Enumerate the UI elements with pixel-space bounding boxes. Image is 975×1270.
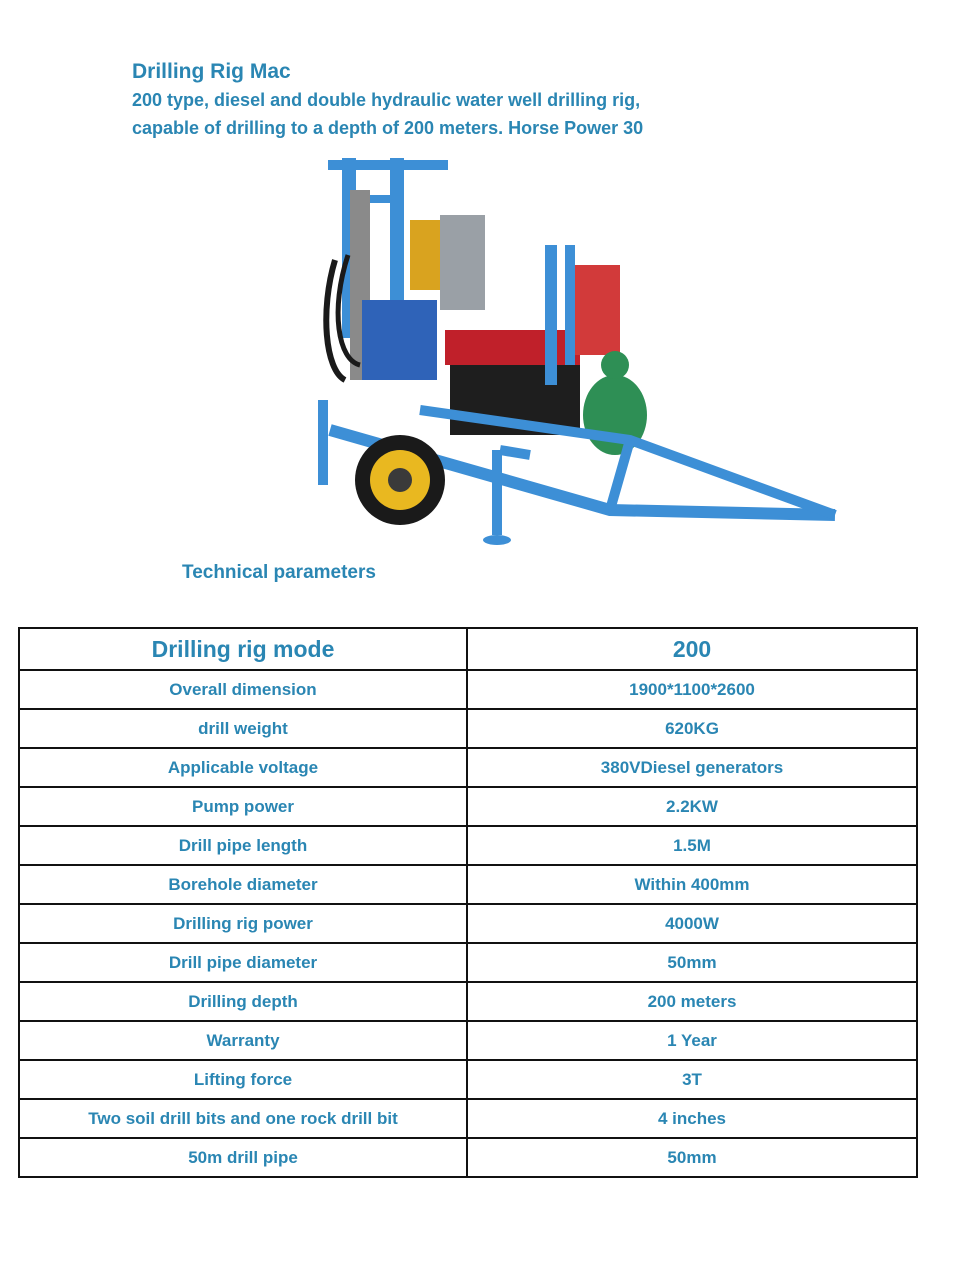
param-label: Drilling rig power: [19, 904, 467, 943]
param-value: 50mm: [467, 1138, 917, 1177]
param-label: Pump power: [19, 787, 467, 826]
table-row: [19, 904, 917, 943]
table-row: [19, 865, 917, 904]
param-label: Drill pipe diameter: [19, 943, 467, 982]
table-row: [19, 670, 917, 709]
table-header-row: [19, 628, 917, 670]
param-label: Applicable voltage: [19, 748, 467, 787]
param-label: Borehole diameter: [19, 865, 467, 904]
table-row: [19, 943, 917, 982]
table-row: [19, 709, 917, 748]
param-value: Within 400mm: [467, 865, 917, 904]
table-header-value: 200: [467, 628, 917, 670]
param-value: 2.2KW: [467, 787, 917, 826]
param-value: 380VDiesel generators: [467, 748, 917, 787]
param-value: 4 inches: [467, 1099, 917, 1138]
table-row: [19, 1021, 917, 1060]
table-row: [19, 1138, 917, 1177]
product-description-line-1: 200 type, diesel and double hydraulic water well drilling rig,: [132, 90, 641, 110]
param-value: 3T: [467, 1060, 917, 1099]
param-label: Two soil drill bits and one rock drill bit: [19, 1099, 467, 1138]
drilling-rig-photo: [300, 150, 860, 555]
table-row: [19, 787, 917, 826]
param-value: 4000W: [467, 904, 917, 943]
param-label: Lifting force: [19, 1060, 467, 1099]
table-row: [19, 1060, 917, 1099]
technical-parameters-heading: Technical parameters: [182, 562, 376, 583]
param-label: Drill pipe length: [19, 826, 467, 865]
table-header-label: Drilling rig mode: [19, 628, 467, 670]
param-value: 200 meters: [467, 982, 917, 1021]
param-label: 50m drill pipe: [19, 1138, 467, 1177]
table-row: [19, 1099, 917, 1138]
param-value: 50mm: [467, 943, 917, 982]
param-label: Drilling depth: [19, 982, 467, 1021]
param-label: drill weight: [19, 709, 467, 748]
table-row: [19, 982, 917, 1021]
param-value: 1 Year: [467, 1021, 917, 1060]
table-row: [19, 748, 917, 787]
param-label: Overall dimension: [19, 670, 467, 709]
product-title: Drilling Rig Mac: [132, 60, 291, 83]
technical-parameters-table: [18, 627, 918, 1178]
product-description-line-2: capable of drilling to a depth of 200 meters. Horse Power 30: [132, 118, 644, 138]
param-value: 620KG: [467, 709, 917, 748]
page-header: [132, 58, 643, 142]
param-label: Warranty: [19, 1021, 467, 1060]
param-value: 1.5M: [467, 826, 917, 865]
param-value: 1900*1100*2600: [467, 670, 917, 709]
table-row: [19, 826, 917, 865]
